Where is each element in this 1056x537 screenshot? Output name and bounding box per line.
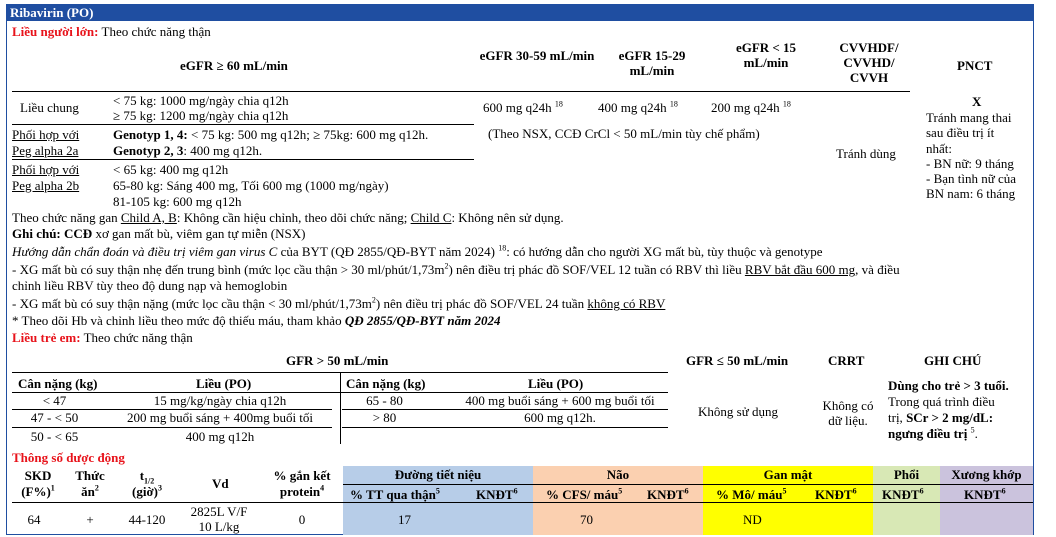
child-left-weight: 50 - < 65 bbox=[30, 429, 79, 444]
v-cfs: 70 bbox=[580, 512, 593, 527]
grp-brain: Não bbox=[606, 467, 630, 482]
child-left-dose: 15 mg/kg/ngày chia q12h bbox=[153, 393, 287, 408]
combo-b-line3: 81-105 kg: 600 mg q12h bbox=[113, 194, 242, 209]
sub-kndt-brain: KNĐT$^6$ bbox=[647, 486, 689, 502]
child-note bbox=[888, 378, 1028, 442]
pk-h-vd: Vd bbox=[212, 476, 229, 491]
child-right-dose: 400 mg buổi sáng + 600 mg buổi tối bbox=[465, 393, 655, 408]
child-right-weight: > 80 bbox=[372, 410, 397, 425]
guideline-note: Hướng dẫn chẩn đoán và điều trị viêm gan virus C của BYT (QĐ 2855/QĐ-BYT năm 2024) $^{18}$: có hướng dẫn cho người XG mất bù, tùy thuộc và genotype bbox=[12, 243, 823, 259]
cvvh-value: Tránh dùng bbox=[836, 146, 896, 161]
pk-heading: Thông số dược động bbox=[12, 450, 125, 465]
adult-heading-label: Liều người lớn: bbox=[12, 24, 99, 39]
dose-egfr3059: 600 mg q24h $^{18}$ bbox=[483, 99, 563, 115]
combo-b-label1: Phối hợp với bbox=[12, 162, 80, 177]
divider bbox=[340, 372, 341, 444]
pk-h-skd: SKD $(F\%)^1$ bbox=[21, 468, 55, 499]
monitor-note: * Theo dõi Hb và chỉnh liều theo mức độ thiếu máu, tham khảo QĐ 2855/QĐ-BYT năm 2024 bbox=[12, 313, 501, 328]
v-food: + bbox=[86, 512, 94, 527]
v-tt: 17 bbox=[398, 512, 411, 527]
child-left-dose: 200 mg buổi sáng + 400mg buổi tối bbox=[126, 410, 314, 425]
pnct-x: X bbox=[972, 94, 982, 109]
divider bbox=[12, 124, 474, 125]
child-left-dose: 400 mg q12h bbox=[185, 429, 255, 444]
drug-title: Ribavirin (PO) bbox=[10, 5, 94, 20]
v-mo: ND bbox=[743, 512, 762, 527]
divider bbox=[342, 427, 668, 428]
child-heading: Liều trẻ em: Theo chức năng thận bbox=[12, 330, 193, 345]
dose-egfr-lt15: 200 mg q24h $^{18}$ bbox=[711, 99, 791, 115]
adult-heading-rest: Theo chức năng thận bbox=[98, 24, 211, 39]
pk-h-food: Thức $ăn^2$ bbox=[75, 468, 105, 499]
pnct-line: - BN nữ: 9 tháng bbox=[926, 155, 1014, 171]
col-gfr50: GFR > 50 mL/min bbox=[286, 353, 389, 368]
th-dose-right: Liều (PO) bbox=[528, 376, 584, 391]
gfr-le50-value: Không sử dụng bbox=[698, 404, 778, 419]
adult-heading bbox=[12, 24, 211, 40]
sub-mo: % Mô/ máu$^5$ bbox=[716, 486, 787, 502]
col-cvvh: CVVHDF/ CVVHD/ CVVH bbox=[839, 40, 899, 85]
pnct-line: Tránh mang thai bbox=[926, 110, 1012, 125]
pk-h-t12: $t_{1/2}$ (giờ)$^3$ bbox=[132, 468, 162, 499]
v-vd: 2825L V/F 10 L/kg bbox=[190, 504, 248, 534]
pnct-notes bbox=[926, 110, 1016, 202]
grp-bone: Xương khớp bbox=[951, 467, 1022, 482]
col-egfr3059: eGFR 30-59 mL/min bbox=[479, 48, 595, 63]
col-crrt: CRRT bbox=[828, 353, 865, 368]
sub-kndt-bile: KNĐT$^6$ bbox=[815, 486, 857, 502]
dose-egfr1529: 400 mg q24h $^{18}$ bbox=[598, 99, 678, 115]
sub-kndt-lung: KNĐT$^6$ bbox=[882, 486, 924, 502]
sub-kndt-bone: KNĐT$^6$ bbox=[964, 486, 1006, 502]
bullet-mild: - XG mất bù có suy thận nhẹ đến trung bình (mức lọc cầu thận > 30 $ml/phút/1,73m^2$) nên điều trị phác đồ SOF/VEL 12 tuần có RBV thì liều RBV bắt đầu 600 mg, và điều bbox=[12, 261, 900, 277]
child-note-line: Dùng cho trẻ > 3 tuổi. bbox=[888, 378, 1009, 393]
child-left-weight: 47 - < 50 bbox=[30, 410, 79, 425]
col-egfr-lt15: eGFR < 15 mL/min bbox=[735, 40, 797, 70]
row-general-line1: < 75 kg: 1000 mg/ngày chia q12h bbox=[113, 93, 289, 108]
child-right-dose: 600 mg q12h. bbox=[524, 410, 596, 425]
th-dose-left: Liều (PO) bbox=[196, 376, 252, 391]
v-protein: 0 bbox=[298, 512, 306, 527]
pnct-line: - Bạn tình nữ của bbox=[926, 171, 1017, 187]
col-egfr1529: eGFR 15-29 mL/min bbox=[618, 48, 686, 78]
pk-h-protein: % gắn kết protein$^4$ bbox=[273, 468, 331, 499]
th-weight-left: Cân nặng (kg) bbox=[18, 376, 98, 391]
child-left-weight: < 47 bbox=[42, 393, 67, 408]
bullet-mild-line2: chỉnh liều RBV tùy theo độ dung nạp và hemoglobin bbox=[12, 278, 288, 293]
combo-a-g14: Genotyp 1, 4: < 75 kg: 500 mg q12h; ≥ 75kg: 600 mg q12h. bbox=[113, 127, 429, 142]
row-general-label: Liều chung bbox=[20, 100, 79, 115]
col-note: GHI CHÚ bbox=[924, 353, 982, 368]
combo-b-label2: Peg alpha 2b bbox=[12, 178, 80, 193]
th-weight-right: Cân nặng (kg) bbox=[346, 376, 426, 391]
child-right-weight: 65 - 80 bbox=[366, 393, 403, 408]
pnct-line: BN nam: 6 tháng bbox=[926, 186, 1016, 202]
divider bbox=[12, 502, 1033, 503]
combo-a-g23: Genotyp 2, 3: 400 mg q12h. bbox=[113, 143, 263, 158]
pnct-line: sau điều trị ít bbox=[926, 125, 995, 141]
grp-lung: Phổi bbox=[893, 467, 920, 482]
divider bbox=[12, 159, 474, 160]
child-note-line: trị, SCr > 2 mg/dL: bbox=[888, 410, 994, 425]
child-note-line: ngưng điều trị $^5$. bbox=[888, 425, 978, 441]
combo-a-label1: Phối hợp với bbox=[12, 127, 80, 142]
grp-bile: Gan mật bbox=[763, 467, 813, 482]
col-pnct: PNCT bbox=[957, 58, 993, 73]
combo-b-line2: 65-80 kg: Sáng 400 mg, Tối 600 mg (1000 mg/ngày) bbox=[113, 178, 389, 193]
combo-a-label2: Peg alpha 2a bbox=[12, 143, 79, 158]
contra-note: Ghi chú: CCĐ xơ gan mất bù, viêm gan tự miễn (NSX) bbox=[12, 226, 306, 241]
divider bbox=[12, 427, 332, 428]
divider bbox=[343, 484, 1033, 485]
col-gfr-le50: GFR ≤ 50 mL/min bbox=[686, 353, 789, 368]
combo-b-line1: < 65 kg: 400 mg q12h bbox=[113, 162, 229, 177]
row-general-line2: ≥ 75 kg: 1200 mg/ngày chia q12h bbox=[113, 108, 289, 123]
bullet-severe: - XG mất bù có suy thận nặng (mức lọc cầu thận < 30 $ml/phút/1,73m^2$) nên điều trị phác đồ SOF/VEL 24 tuần không có RBV bbox=[12, 295, 666, 311]
v-t12: 44-120 bbox=[128, 512, 166, 527]
crrt-value: Không có dữ liệu. bbox=[822, 398, 874, 428]
nsx-note: (Theo NSX, CCĐ CrCl < 50 mL/min tùy chế phẩm) bbox=[488, 126, 760, 141]
divider bbox=[12, 91, 910, 92]
pnct-line: nhất: bbox=[926, 140, 952, 156]
drug-title-bar bbox=[6, 4, 1034, 21]
grp-urine: Đường tiết niệu bbox=[394, 467, 482, 482]
sub-tt: % TT qua thận$^5$ bbox=[350, 486, 440, 502]
sub-kndt-urine: KNĐT$^6$ bbox=[476, 486, 518, 502]
liver-note: Theo chức năng gan Child A, B: Không cần hiệu chỉnh, theo dõi chức năng; Child C: Không nên sử dụng. bbox=[12, 210, 564, 225]
sub-cfs: % CFS/ máu$^5$ bbox=[546, 486, 623, 502]
child-note-line: Trong quá trình điều bbox=[888, 394, 995, 409]
col-egfr60: eGFR ≥ 60 mL/min bbox=[180, 58, 288, 73]
v-skd: 64 bbox=[27, 512, 41, 527]
